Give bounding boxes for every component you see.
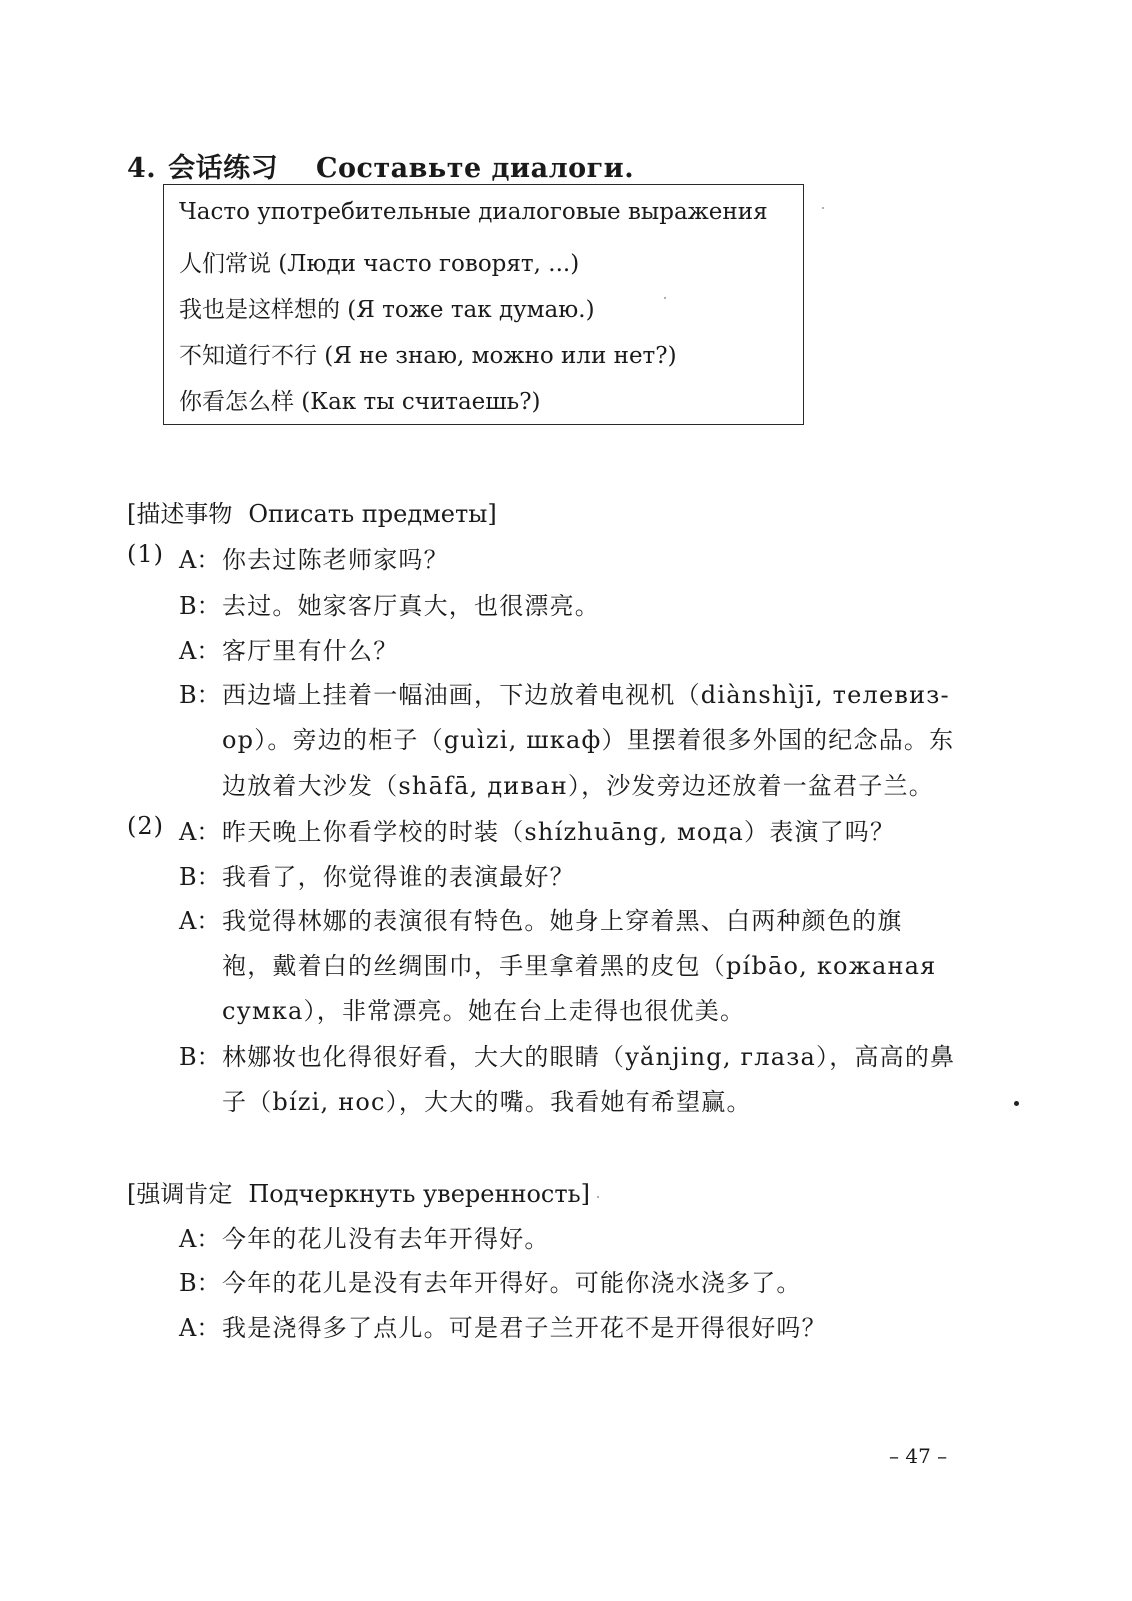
speaker-label: A： [179,546,221,574]
dialog-line: 林娜妆也化得很好看，大大的眼睛（yǎnjing, глаза），高高的鼻 [222,1043,956,1071]
dialog-line: 我是浇得多了点儿。可是君子兰开花不是开得很好吗？ [222,1314,827,1342]
section-heading-cn: [强调肯定 [127,1180,233,1208]
section-heading-describe [127,494,497,529]
dialog-line: 袍，戴着白的丝绸围巾，手里拿着黑的皮包（píbāo, кожаная [222,952,937,980]
speaker-label: B： [179,863,221,891]
exercise-number: 4. [127,153,157,184]
dialog-number: (2) [127,812,164,840]
scan-speck [597,1196,599,1198]
dialog-line: 客厅里有什么？ [222,637,399,665]
speaker-label: B： [179,1043,221,1071]
dialog-line: 我觉得林娜的表演很有特色。她身上穿着黑、白两种颜色的旗 [222,907,903,935]
speaker-label: A： [179,818,221,846]
dialog-line: 边放着大沙发（shāfā, диван），沙发旁边还放着一盆君子兰。 [222,772,934,800]
phrase-item: 你看怎么样 (Как ты считаешь?) [179,389,541,415]
phrase-item: 不知道行不行 (Я не знаю, можно или нет?) [179,343,677,369]
speaker-label: A： [179,637,221,665]
speaker-label: B： [179,681,221,709]
scan-speck [1014,1101,1019,1106]
phrase-item: 人们常说 (Люди часто говорят, ...) [179,251,580,277]
page-number: – 47 – [889,1444,948,1468]
exercise-title-ru: Составьте диалоги. [316,153,635,184]
exercise-title-cn: 会话练习 [168,153,279,184]
speaker-label: A： [179,907,221,935]
phrase-box-heading: Часто употребительные диалоговые выражения [179,199,768,225]
scan-speck [664,297,666,299]
scan-speck [822,207,824,209]
dialog-line: 我看了，你觉得谁的表演最好？ [222,863,575,891]
exercise-title [127,146,634,185]
dialog-line: 子（bízi, нос），大大的嘴。我看她有希望赢。 [222,1088,752,1116]
dialog-line: ор）。旁边的柜子（guìzi, шкаф）里摆着很多外国的纪念品。东 [222,726,955,754]
section-heading-emphasis [127,1174,590,1209]
dialog-number: (1) [127,540,164,568]
speaker-label: A： [179,1225,221,1253]
speaker-label: B： [179,1269,221,1297]
dialog-line: 去过。她家客厅真大，也很漂亮。 [222,592,600,620]
phrase-box [163,184,804,425]
section-heading-cn: [描述事物 [127,500,233,528]
dialog-line: сумка），非常漂亮。她在台上走得也很优美。 [222,997,746,1025]
dialog-line: 你去过陈老师家吗？ [222,546,449,574]
section-heading-ru: Описать предметы] [248,500,497,528]
dialog-line: 昨天晚上你看学校的时装（shízhuāng, мода）表演了吗？ [222,818,896,846]
speaker-label: B： [179,592,221,620]
speaker-label: A： [179,1314,221,1342]
section-heading-ru: Подчеркнуть уверенность] [248,1180,591,1208]
dialog-line: 今年的花儿没有去年开得好。 [222,1225,550,1253]
phrase-item: 我也是这样想的 (Я тоже так думаю.) [179,297,595,323]
dialog-line: 今年的花儿是没有去年开得好。可能你浇水浇多了。 [222,1269,802,1297]
dialog-line: 西边墙上挂着一幅油画，下边放着电视机（diànshìjī, телевиз- [222,681,950,709]
